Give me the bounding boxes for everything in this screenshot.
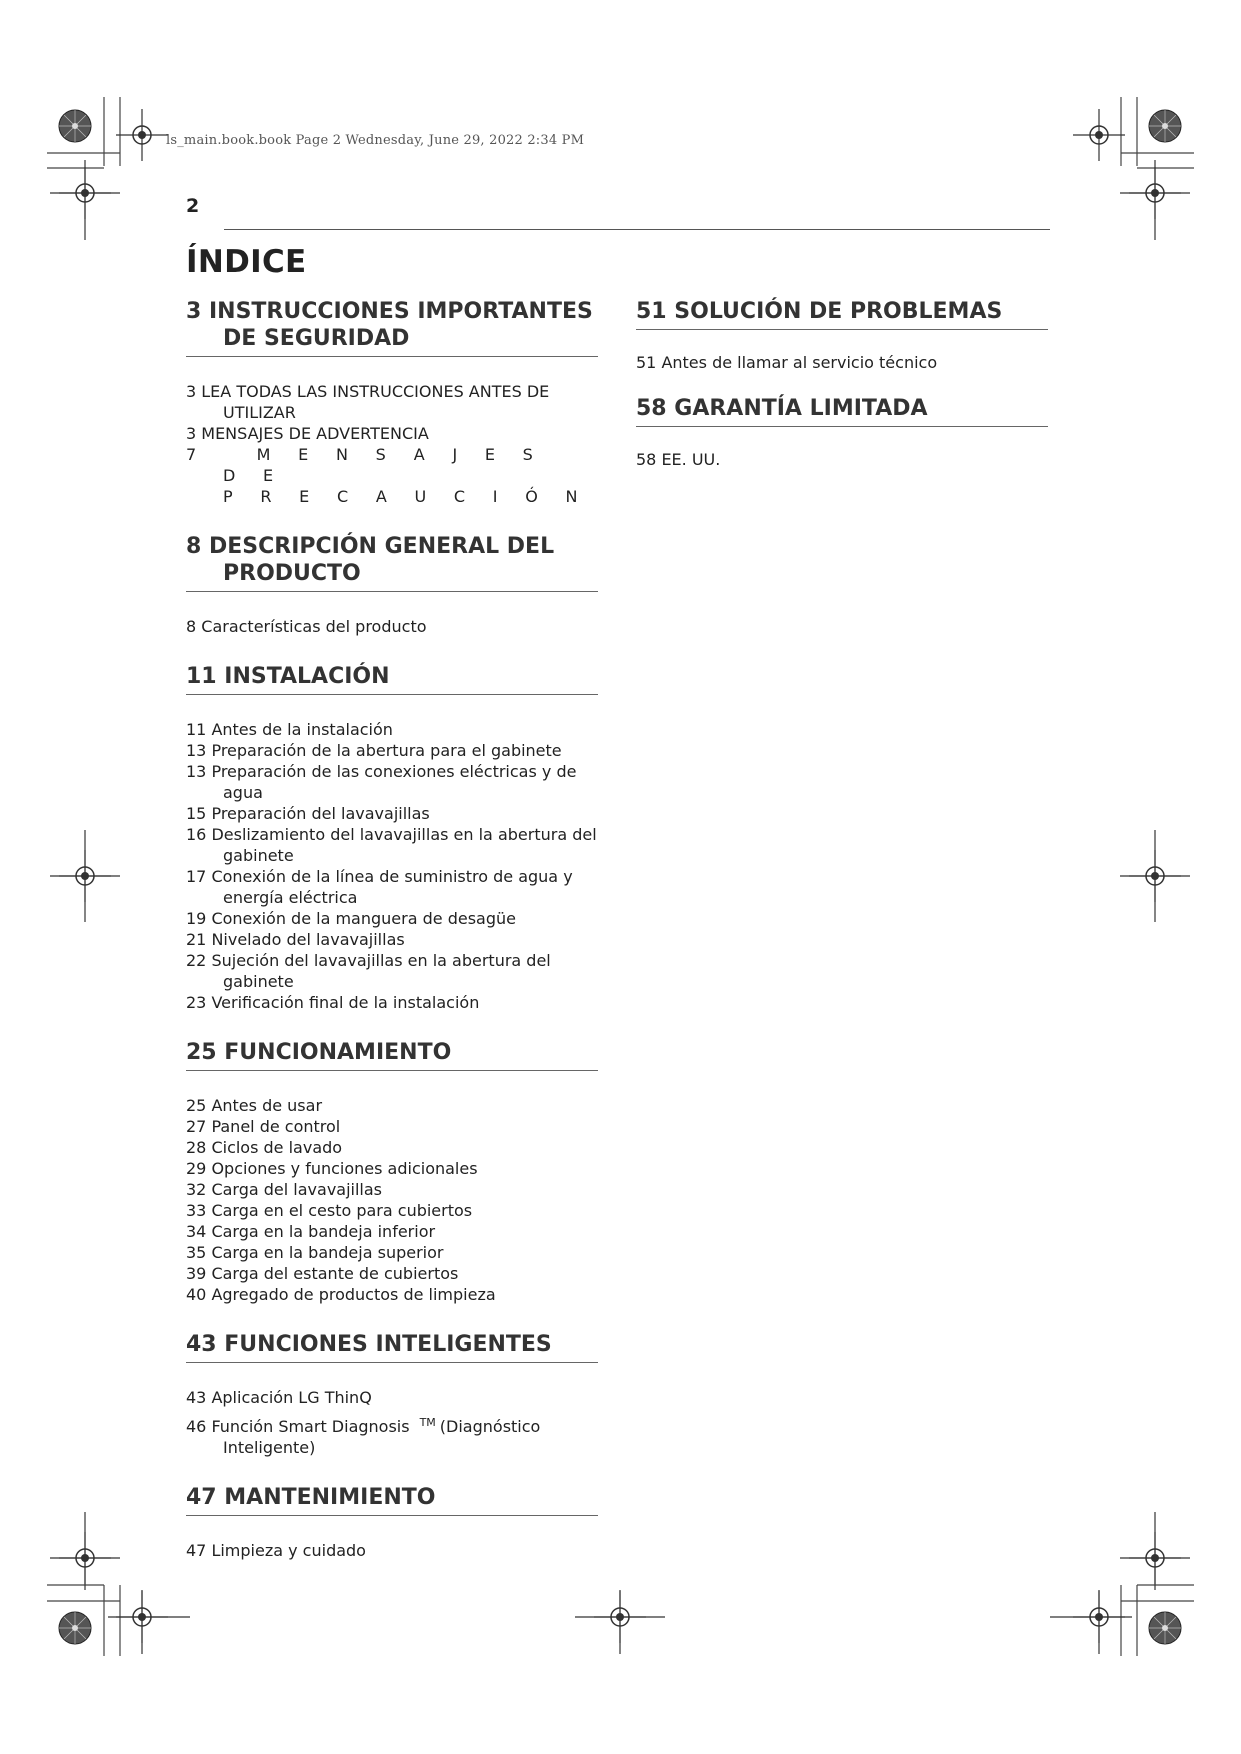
- section-heading[interactable]: 8 DESCRIPCIÓN GENERAL DEL PRODUCTO: [186, 533, 598, 592]
- toc-section-safety: [186, 298, 606, 533]
- toc-section-installation: [186, 663, 598, 1039]
- section-heading[interactable]: 3 INSTRUCCIONES IMPORTANTES DE SEGURIDAD: [186, 298, 598, 357]
- print-slug: ls_main.book.book Page 2 Wednesday, June 29, 2022 2:34 PM: [166, 133, 585, 148]
- toc-entry[interactable]: 23 Verificación final de la instalación: [186, 993, 480, 1012]
- toc-section-smart-functions: [186, 1331, 598, 1484]
- toc-right-column: [636, 298, 1048, 492]
- toc-entry[interactable]: 21 Nivelado del lavavajillas: [186, 930, 405, 949]
- toc-section-operation: [186, 1039, 598, 1331]
- section-heading[interactable]: 47 MANTENIMIENTO: [186, 1484, 598, 1516]
- toc-entry[interactable]: 40 Agregado de productos de limpieza: [186, 1285, 496, 1304]
- entry-text: 46 Función Smart Diagnosis: [186, 1417, 410, 1436]
- toc-entry[interactable]: 8 Características del producto: [186, 617, 427, 636]
- page-title: ÍNDICE: [186, 244, 307, 280]
- toc-entry[interactable]: 13 Preparación de las conexiones eléctricas y de agua: [186, 762, 577, 802]
- toc-entry[interactable]: 25 Antes de usar: [186, 1096, 323, 1115]
- toc-section-warranty: [636, 395, 1048, 492]
- toc-entry[interactable]: 17 Conexión de la línea de suministro de agua y energía eléctrica: [186, 867, 573, 907]
- toc-left-column: [186, 298, 606, 1587]
- toc-entry[interactable]: 7 MENSAJES DE PRECAUCIÓN: [186, 445, 606, 506]
- toc-entry[interactable]: 15 Preparación del lavavajillas: [186, 804, 430, 823]
- toc-entry[interactable]: 34 Carga en la bandeja inferior: [186, 1222, 436, 1241]
- toc-entry[interactable]: 39 Carga del estante de cubiertos: [186, 1264, 459, 1283]
- toc-entry[interactable]: 28 Ciclos de lavado: [186, 1138, 343, 1157]
- header-rule: [224, 229, 1050, 230]
- section-heading[interactable]: 43 FUNCIONES INTELIGENTES: [186, 1331, 598, 1363]
- page-number: 2: [186, 195, 200, 217]
- section-heading[interactable]: 58 GARANTÍA LIMITADA: [636, 395, 1048, 427]
- toc-entry[interactable]: 3 LEA TODAS LAS INSTRUCCIONES ANTES DE UTILIZAR: [186, 382, 550, 422]
- section-heading[interactable]: 51 SOLUCIÓN DE PROBLEMAS: [636, 298, 1048, 330]
- section-heading[interactable]: 11 INSTALACIÓN: [186, 663, 598, 695]
- toc-entry[interactable]: 35 Carga en la bandeja superior: [186, 1243, 444, 1262]
- toc-entry[interactable]: 43 Aplicación LG ThinQ: [186, 1388, 372, 1407]
- toc-entry[interactable]: 33 Carga en el cesto para cubiertos: [186, 1201, 473, 1220]
- trademark-mark: TM: [419, 1416, 436, 1429]
- toc-entry[interactable]: 11 Antes de la instalación: [186, 720, 393, 739]
- toc-entry[interactable]: 58 EE. UU.: [636, 450, 721, 469]
- toc-entry[interactable]: 22 Sujeción del lavavajillas en la abertura del gabinete: [186, 951, 551, 991]
- toc-entry[interactable]: 27 Panel de control: [186, 1117, 341, 1136]
- toc-entry[interactable]: 13 Preparación de la abertura para el gabinete: [186, 741, 562, 760]
- toc-entry[interactable]: 19 Conexión de la manguera de desagüe: [186, 909, 516, 928]
- toc-section-overview: [186, 533, 598, 663]
- toc-entry[interactable]: 3 MENSAJES DE ADVERTENCIA: [186, 424, 429, 443]
- section-heading[interactable]: 25 FUNCIONAMIENTO: [186, 1039, 598, 1071]
- toc-entry-smart-diagnosis[interactable]: [186, 1412, 598, 1458]
- toc-section-maintenance: [186, 1484, 598, 1587]
- toc-section-troubleshooting: [636, 298, 1048, 395]
- toc-entry[interactable]: 47 Limpieza y cuidado: [186, 1541, 366, 1560]
- toc-entry[interactable]: 51 Antes de llamar al servicio técnico: [636, 353, 938, 372]
- toc-entry[interactable]: 16 Deslizamiento del lavavajillas en la abertura del gabinete: [186, 825, 597, 865]
- toc-entry[interactable]: 29 Opciones y funciones adicionales: [186, 1159, 478, 1178]
- entry-text: (Diagnóstico Inteligente): [223, 1417, 541, 1457]
- toc-entry[interactable]: 32 Carga del lavavajillas: [186, 1180, 383, 1199]
